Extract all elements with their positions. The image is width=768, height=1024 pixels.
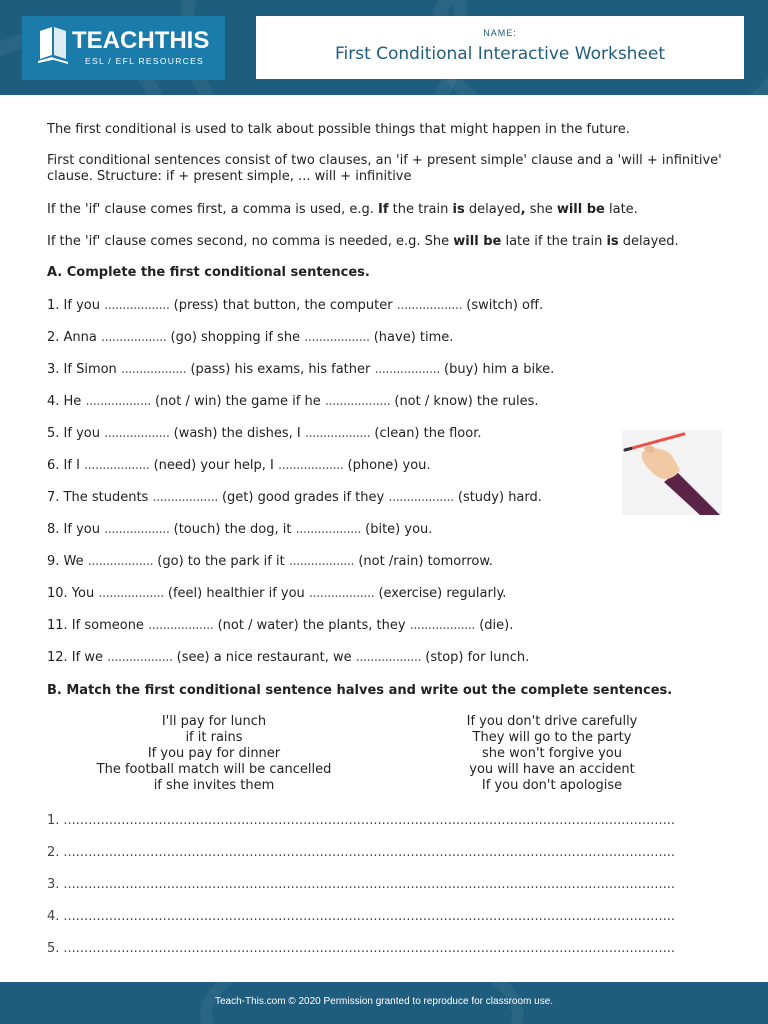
item-text: (not / water) the plants, they	[213, 618, 410, 633]
item-text: 4. He	[47, 394, 86, 409]
item-text: (not / win) the game if he	[150, 394, 325, 409]
item-text: (pass) his exams, his father	[186, 362, 375, 377]
blank-field[interactable]: ..................	[104, 522, 170, 537]
section-a-heading: A. Complete the first conditional sentences.	[47, 265, 370, 280]
answer-line[interactable]	[47, 941, 720, 957]
title-panel	[256, 16, 744, 79]
blank-field[interactable]: ..................	[374, 362, 440, 377]
blank-field[interactable]: ..................	[409, 618, 476, 633]
answer-number: 2.	[47, 845, 60, 860]
blank-field[interactable]: ..................	[101, 330, 167, 345]
copyright-text[interactable]: Teach-This.com © 2020 Permission granted to reproduce for classroom use.	[214, 996, 554, 1007]
answer-number: 5.	[47, 941, 60, 956]
logo-subtitle: ESL / EFL RESOURCES	[85, 56, 205, 66]
blank-field[interactable]: ..................	[355, 650, 422, 665]
blank-field[interactable]: ..................	[324, 394, 391, 409]
blank-field[interactable]: ..................	[278, 458, 344, 473]
exercise-item	[47, 490, 542, 506]
item-text: (clean) the floor.	[370, 426, 482, 441]
item-text: (die).	[475, 618, 514, 633]
item-text: (phone) you.	[343, 458, 431, 473]
blank-field[interactable]: ..................	[396, 298, 463, 313]
item-text: 5. If you	[47, 426, 105, 441]
answer-line[interactable]	[47, 813, 720, 829]
item-text: 6. If I	[47, 458, 85, 473]
right-half: If you don't apologise	[481, 778, 623, 793]
answer-number: 4.	[47, 909, 60, 924]
answer-blank[interactable]: ....................................................................................................................................................	[63, 909, 675, 924]
item-text: (get) good grades if they	[217, 490, 389, 505]
answer-number: 3.	[47, 877, 60, 892]
left-half: If you pay for dinner	[147, 746, 281, 761]
hand-writing-illustration	[622, 430, 722, 515]
item-text: 11. If someone	[47, 618, 149, 633]
item-text: (go) to the park if it	[153, 554, 289, 569]
section-b-heading: B. Match the first conditional sentence halves and write out the complete sentences.	[47, 683, 673, 698]
exercise-item	[47, 330, 453, 346]
answer-blank[interactable]: ....................................................................................................................................................	[63, 845, 675, 860]
exercise-item	[47, 554, 493, 570]
item-text: (see) a nice restaurant, we	[172, 650, 356, 665]
teachthis-logo[interactable]	[22, 16, 225, 80]
worksheet-title: First Conditional Interactive Worksheet	[334, 44, 666, 64]
right-half: you will have an accident	[469, 762, 635, 777]
page-header	[0, 0, 768, 95]
item-text: (not / know) the rules.	[390, 394, 539, 409]
blank-field[interactable]: ..................	[104, 426, 170, 441]
item-text: 8. If you	[47, 522, 105, 537]
blank-field[interactable]: ..................	[152, 490, 218, 505]
name-label: NAME:	[483, 28, 517, 38]
blank-field[interactable]: ..................	[304, 330, 370, 345]
left-half: I'll pay for lunch	[161, 714, 267, 729]
exercise-item	[47, 618, 513, 634]
book-logo-icon	[36, 25, 72, 65]
exercise-item	[47, 586, 506, 602]
blank-field[interactable]: ..................	[308, 586, 375, 601]
blank-field[interactable]: ..................	[104, 298, 170, 313]
item-text: (press) that button, the computer	[169, 298, 397, 313]
item-text: (exercise) regularly.	[374, 586, 507, 601]
right-half: she won't forgive you	[482, 746, 622, 761]
exercise-item	[47, 458, 431, 474]
blank-field[interactable]: ..................	[288, 554, 355, 569]
intro-paragraph-2: First conditional sentences consist of two clauses, an 'if + present simple' clause and a 'will + infinitive' clause. Structure: if + present simple, ... will + infinitive	[47, 153, 722, 184]
left-half: if she invites them	[153, 778, 275, 793]
answer-blank[interactable]: ....................................................................................................................................................	[63, 941, 675, 956]
item-text: (have) time.	[369, 330, 454, 345]
right-half: If you don't drive carefully	[466, 714, 638, 729]
item-text: 10. You	[47, 586, 99, 601]
blank-field[interactable]: ..................	[85, 394, 151, 409]
left-half: The football match will be cancelled	[96, 762, 332, 777]
blank-field[interactable]: ..................	[304, 426, 371, 441]
item-text: (not /rain) tomorrow.	[354, 554, 493, 569]
item-text: (feel) healthier if you	[163, 586, 309, 601]
exercise-item	[47, 426, 481, 442]
blank-field[interactable]: ..................	[107, 650, 173, 665]
item-text: (wash) the dishes, I	[169, 426, 305, 441]
item-text: (touch) the dog, it	[169, 522, 296, 537]
intro-paragraph-3: If the 'if' clause comes first, a comma is used, e.g. If the train is delayed, she will be late.	[47, 202, 638, 217]
item-text: (study) hard.	[453, 490, 542, 505]
blank-field[interactable]: ..................	[295, 522, 362, 537]
answer-line[interactable]	[47, 845, 720, 861]
item-text: 7. The students	[47, 490, 153, 505]
item-text: (stop) for lunch.	[421, 650, 530, 665]
match-left-column	[69, 714, 359, 794]
item-text: 9. We	[47, 554, 88, 569]
answer-line[interactable]	[47, 909, 720, 925]
intro-paragraph-4: If the 'if' clause comes second, no comma is needed, e.g. She will be late if the train is delayed.	[47, 234, 679, 249]
item-text: (go) shopping if she	[166, 330, 305, 345]
blank-field[interactable]: ..................	[84, 458, 150, 473]
item-text: 3. If Simon	[47, 362, 121, 377]
blank-field[interactable]: ..................	[388, 490, 454, 505]
item-text: 12. If we	[47, 650, 108, 665]
item-text: (bite) you.	[361, 522, 433, 537]
item-text: (buy) him a bike.	[439, 362, 555, 377]
exercise-item	[47, 298, 543, 314]
blank-field[interactable]: ..................	[120, 362, 187, 377]
item-text: 2. Anna	[47, 330, 102, 345]
blank-field[interactable]: ..................	[98, 586, 164, 601]
item-text: (switch) off.	[462, 298, 544, 313]
page-footer	[0, 982, 768, 1024]
answer-number: 1.	[47, 813, 60, 828]
item-text: 1. If you	[47, 298, 105, 313]
exercise-item	[47, 394, 539, 410]
left-half: if it rains	[185, 730, 243, 745]
answer-blank[interactable]: ....................................................................................................................................................	[63, 877, 675, 892]
match-right-column	[417, 714, 687, 794]
exercise-item	[47, 650, 529, 666]
exercise-item	[47, 522, 432, 538]
exercise-item	[47, 362, 554, 378]
logo-title: TEACHTHIS	[72, 27, 210, 54]
answer-line[interactable]	[47, 877, 720, 893]
answer-blank[interactable]: ....................................................................................................................................................	[63, 813, 675, 828]
blank-field[interactable]: ..................	[87, 554, 154, 569]
right-half: They will go to the party	[472, 730, 632, 745]
item-text: (need) your help, I	[149, 458, 279, 473]
blank-field[interactable]: ..................	[148, 618, 214, 633]
intro-paragraph-1: The first conditional is used to talk about possible things that might happen in the future.	[47, 122, 630, 137]
